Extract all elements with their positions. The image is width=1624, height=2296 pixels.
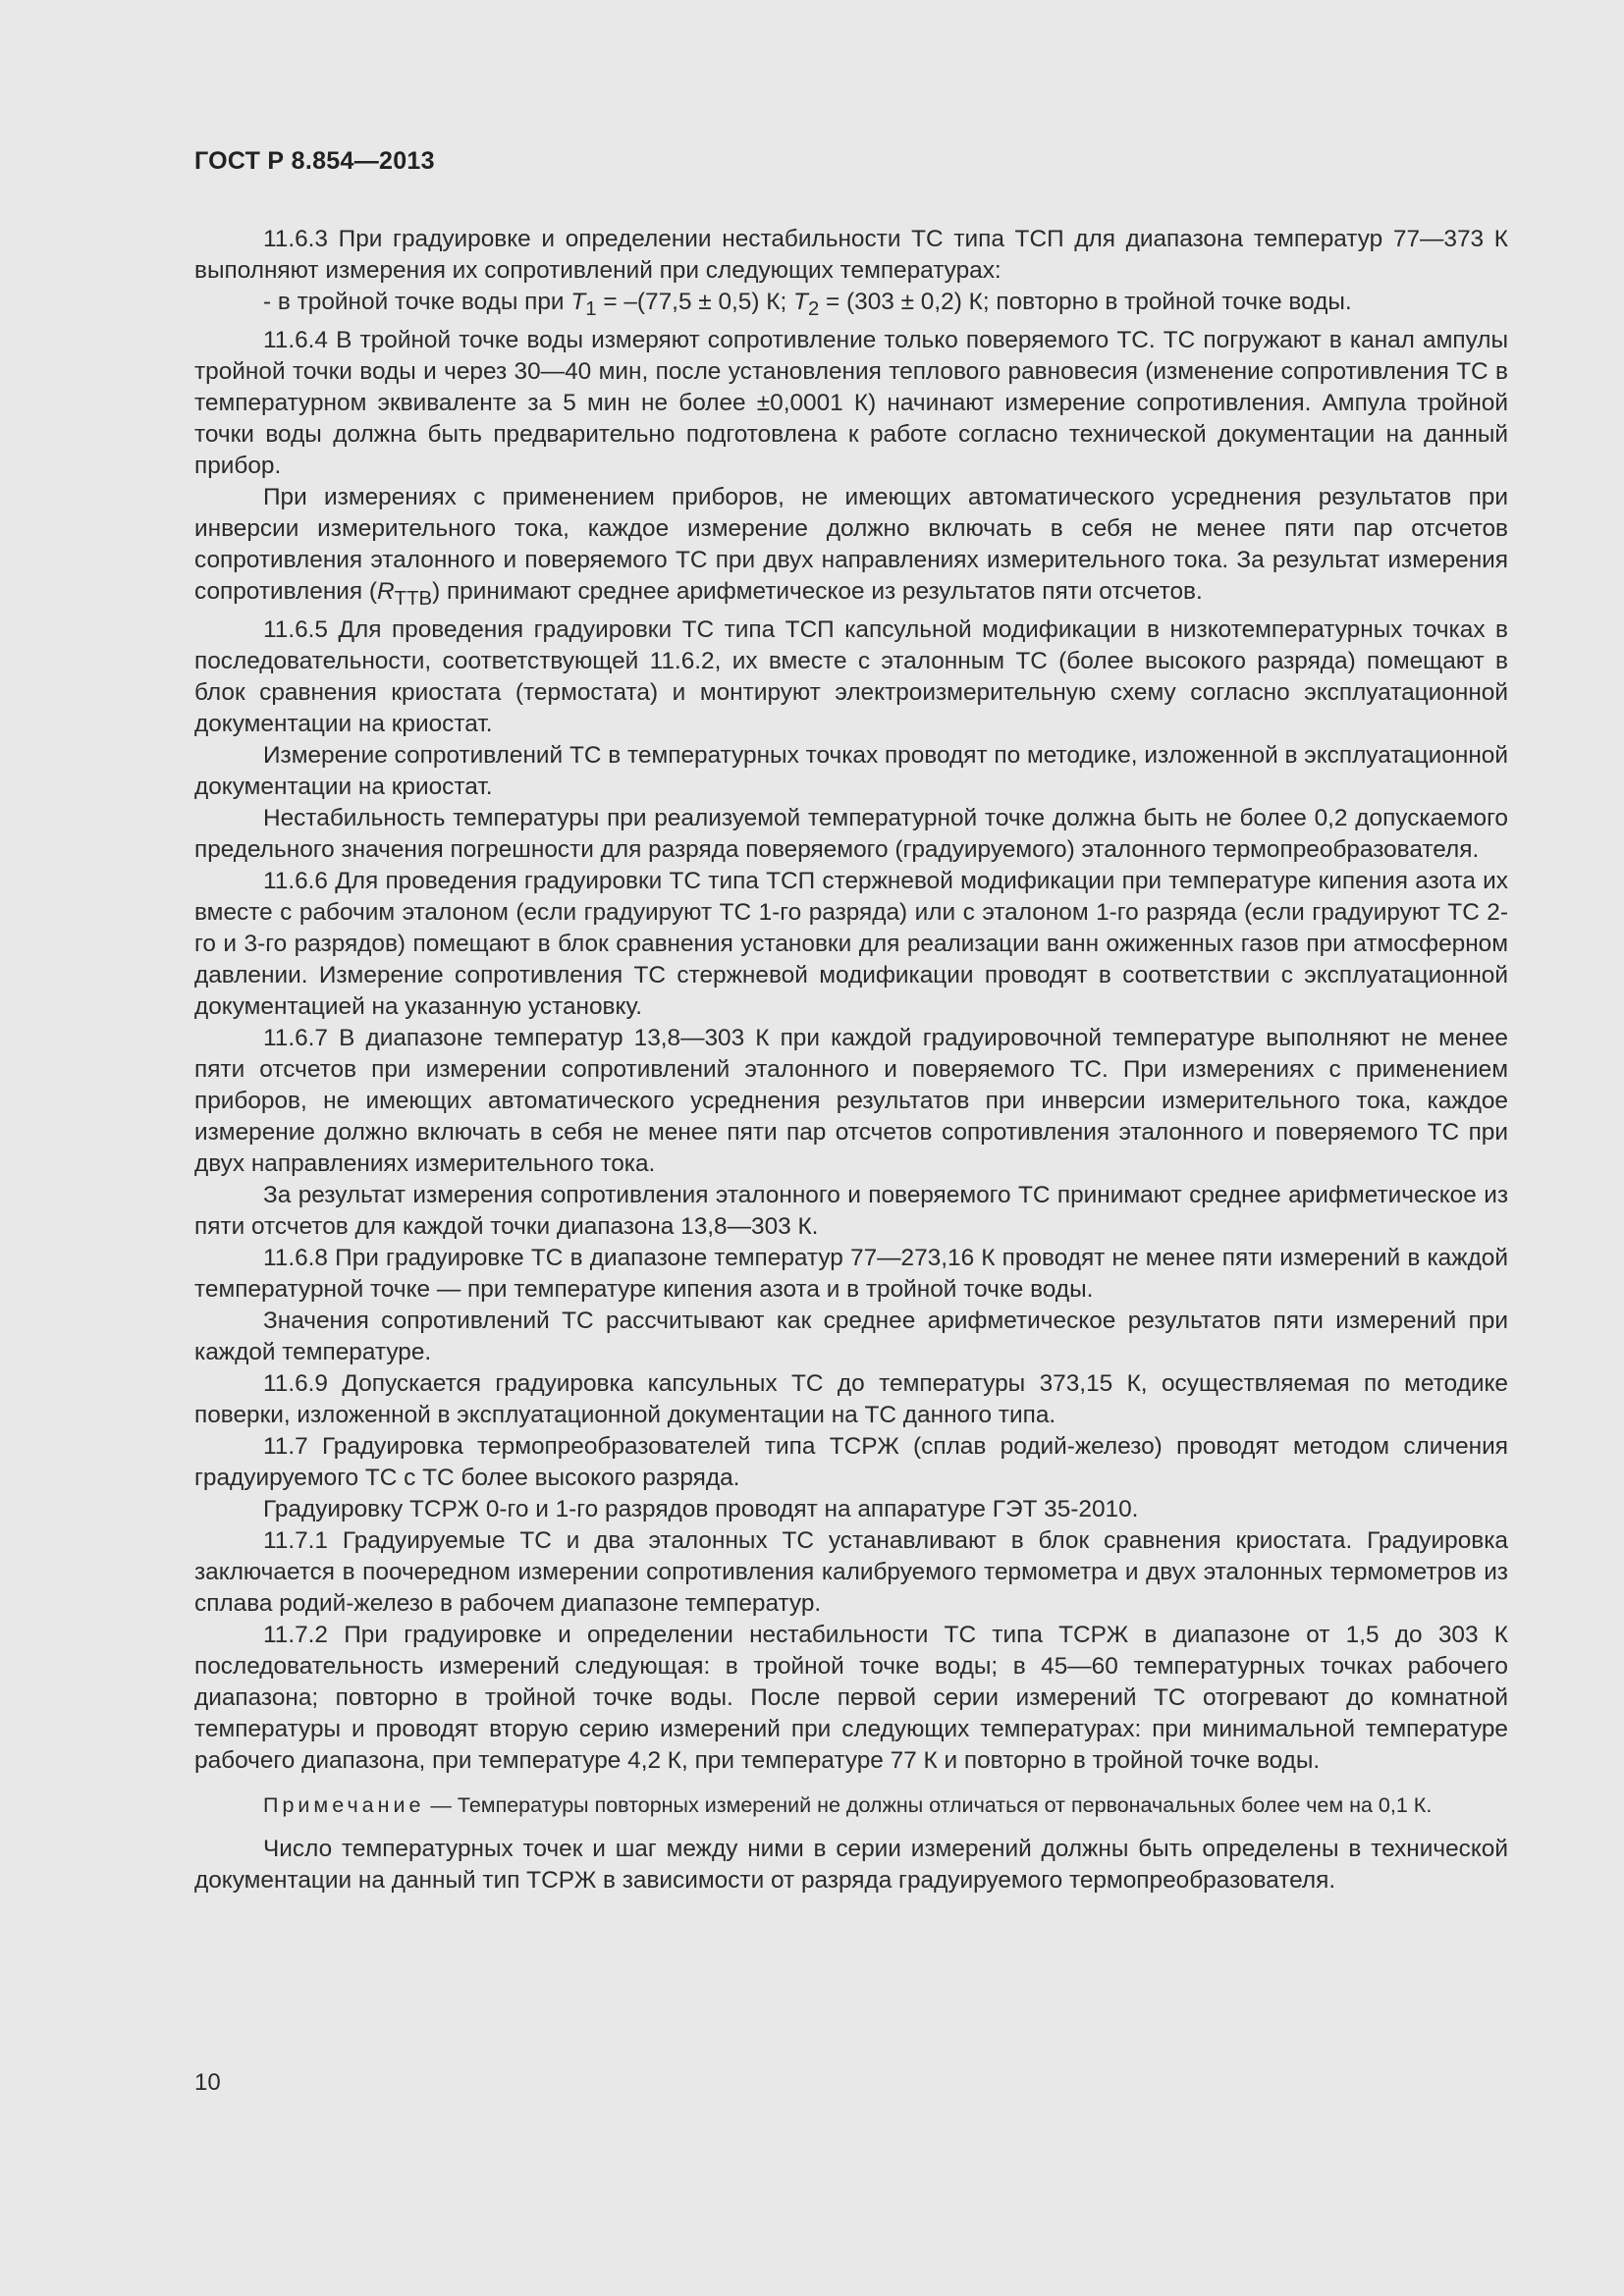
page-number: 10 [194, 2069, 221, 2096]
paragraph-temperature-points: Число температурных точек и шаг между ними в серии измерений должны быть определены в технической документации на данный тип ТСРЖ в зависимости от разряда градуируемого термопреобразователя. [194, 1835, 1508, 1894]
paragraph-get-35: Градуировку ТСРЖ 0-го и 1-го разрядов проводят на аппаратуре ГЭТ 35-2010. [263, 1495, 1139, 1522]
note-text: — Температуры повторных измерений не должны отличаться от первоначальных более чем на 0,1 К. [424, 1792, 1433, 1817]
paragraph-11-6-6: 11.6.6 Для проведения градуировки ТС типа ТСП стержневой модификации при температуре кипения азота их вместе с рабочим эталоном (если градуируют ТС 1-го разряда) или с эталоном 1-го разряда (если градуируют ТС 2-го и 3-го разрядов) помещают в блок сравнения установки для реализации ванн ожиженных газов при атмосферном давлении. Измерение сопротивления ТС стержневой модификации проводят в соответствии с эксплуатационной документацией на указанную установку. [194, 867, 1508, 1020]
subscript-ttv: ТТВ [394, 587, 433, 610]
document-header: ГОСТ Р 8.854—2013 [194, 147, 435, 175]
paragraph-11-6-4: 11.6.4 В тройной точке воды измеряют сопротивление только поверяемого ТС. ТС погружают в канал ампулы тройной точки воды и через 30—40 мин, после установления теплового равновесия (изменение сопротивления ТС в температурном эквиваленте за 5 мин не более ±0,0001 К) начинают измерение сопротивления. Ампула тройной точки воды должна быть предварительно подготовлена к работе согласно технической документации на данный прибор. [194, 326, 1508, 479]
paragraph-instability: Нестабильность температуры при реализуемой температурной точке должна быть не более 0,2 допускаемого предельного значения погрешности для разряда поверяемого (градуируемого) эталонного термопреобразователя. [194, 804, 1508, 863]
paragraph-11-6-7: 11.6.7 В диапазоне температур 13,8—303 К при каждой градуировочной температуре выполняют не менее пяти отсчетов при измерении сопротивлений эталонного и поверяемого ТС. При измерениях с применением приборов, не имеющих автоматического усреднения результатов при инверсии измерительного тока, каждое измерение должно включать в себя не менее пяти пар отсчетов сопротивления эталонного и поверяемого ТС при двух направлениях измерительного тока. [194, 1024, 1508, 1177]
paragraph-11-7-2: 11.7.2 При градуировке и определении нестабильности ТС типа ТСРЖ в диапазоне от 1,5 до 303 К последовательность измерений следующая: в тройной точке воды; в 45—60 температурных точках рабочего диапазона; повторно в тройной точке воды. После первой серии измерений ТС отогревают до комнатной температуры и проводят вторую серию измерений при следующих температурах: при минимальной температуре рабочего диапазона, при температуре 4,2 К, при температуре 77 К и повторно в тройной точке воды. [194, 1621, 1508, 1774]
text-span: = (303 ± 0,2) К; повторно в тройной точке воды. [819, 289, 1352, 315]
paragraph-result: За результат измерения сопротивления эталонного и поверяемого ТС принимают среднее арифметическое из пяти отсчетов для каждой точки диапазона 13,8—303 К. [194, 1181, 1508, 1240]
subscript-1: 1 [585, 297, 597, 320]
symbol-r: R [377, 577, 395, 605]
paragraph-11-7: 11.7 Градуировка термопреобразователей типа ТСРЖ (сплав родий-железо) проводят методом сличения градуируемого ТС с ТС более высокого разряда. [194, 1432, 1508, 1491]
text-span: При измерениях с применением приборов, не имеющих автоматического усреднения результатов при инверсии измерительного тока, каждое измерение должно включать в себя не менее пяти пар отсчетов сопротивления эталонного и поверяемого ТС при двух направлениях измерительного тока. За результат измерения сопротивления ( [194, 483, 1508, 605]
paragraph-11-6-9: 11.6.9 Допускается градуировка капсульных ТС до температуры 373,15 К, осуществляемая по методике поверки, изложенной в эксплуатационной документации на ТС данного типа. [194, 1369, 1508, 1428]
paragraph-11-6-5: 11.6.5 Для проведения градуировки ТС типа ТСП капсульной модификации в низкотемпературных точках в последовательности, соответствующей 11.6.2, их вместе с эталонным ТС (более высокого разряда) помещают в блок сравнения криостата (термостата) и монтируют электроизмерительную схему согласно эксплуатационной документации на криостат. [194, 615, 1508, 737]
paragraph-11-7-1: 11.7.1 Градуируемые ТС и два эталонных ТС устанавливают в блок сравнения криостата. Градуировка заключается в поочередном измерении сопротивления калибруемого термометра и двух эталонных термометров из сплава родий-железо в рабочем диапазоне температур. [194, 1526, 1508, 1617]
note [194, 1790, 1508, 1820]
symbol-t1: T [570, 289, 586, 315]
paragraph-measurements [194, 482, 1508, 614]
text-span: = –(77,5 ± 0,5) К; [596, 289, 794, 315]
paragraph-temperatures-list [194, 287, 1508, 325]
paragraph-resistance-measurement: Измерение сопротивлений ТС в температурных точках проводят по методике, изложенной в эксплуатационной документации на криостат. [194, 741, 1508, 800]
document-body [194, 224, 1508, 1896]
symbol-t2: T [793, 289, 808, 315]
subscript-2: 2 [807, 297, 820, 320]
note-label: Примечание [263, 1792, 425, 1817]
paragraph-values: Значения сопротивлений ТС рассчитывают как среднее арифметическое результатов пяти измерений при каждой температуре. [194, 1307, 1508, 1365]
paragraph-11-6-8: 11.6.8 При градуировке ТС в диапазоне температур 77—273,16 К проводят не менее пяти измерений в каждой температурной точке — при температуре кипения азота и в тройной точке воды. [194, 1244, 1508, 1303]
text-span: - в тройной точке воды при [263, 289, 571, 315]
text-span: ) принимают среднее арифметическое из результатов пяти отсчетов. [432, 577, 1203, 605]
paragraph-11-6-3: 11.6.3 При градуировке и определении нестабильности ТС типа ТСП для диапазона температур 77—373 К выполняют измерения их сопротивлений при следующих температурах: [194, 226, 1508, 284]
